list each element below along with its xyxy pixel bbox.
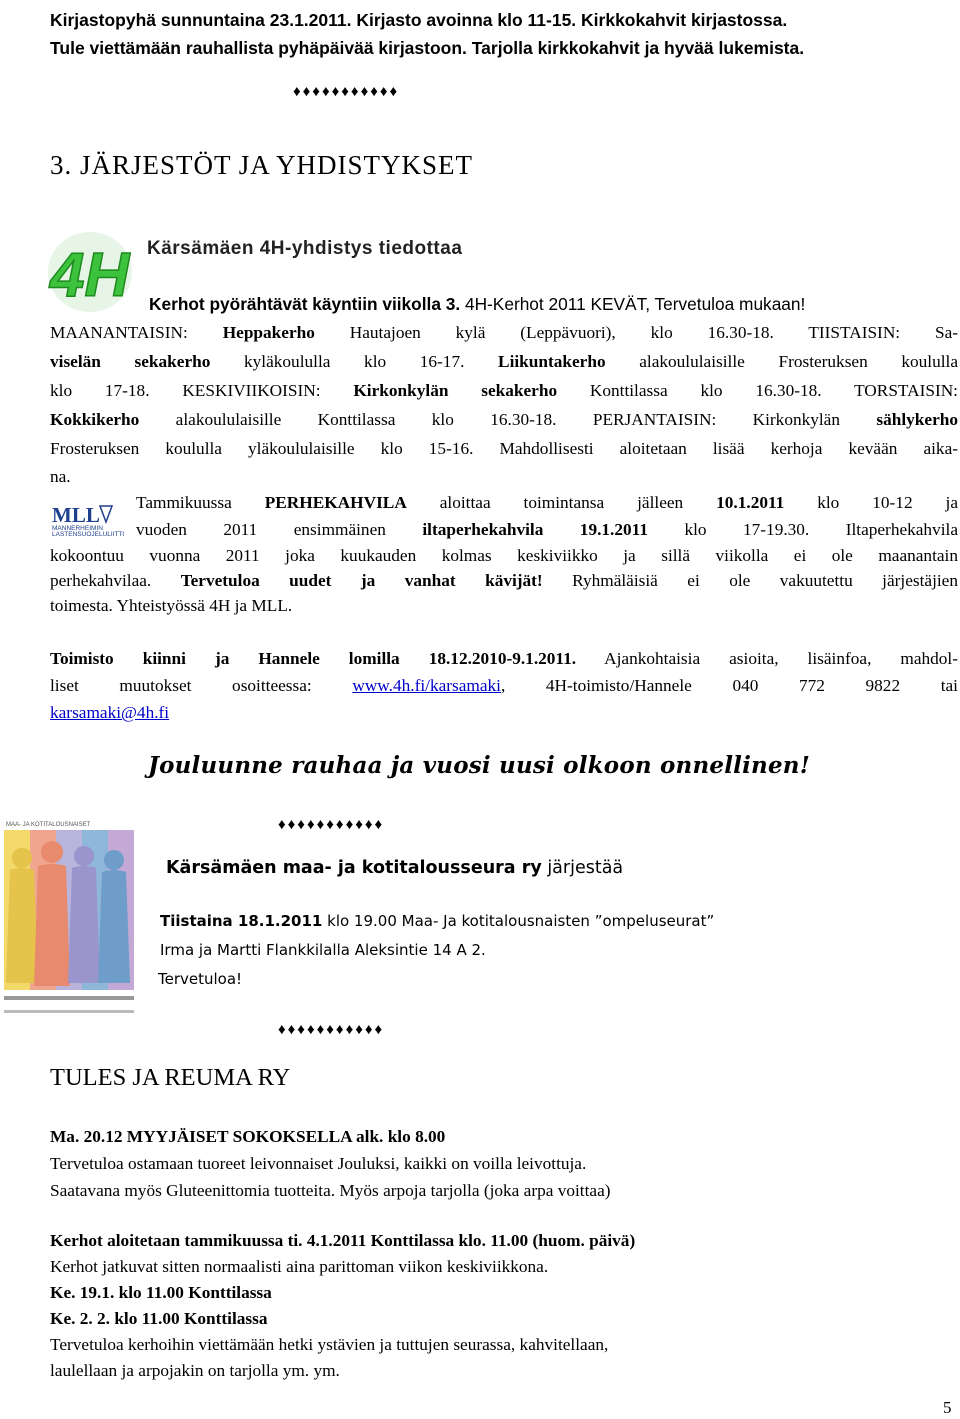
tules-line-2: Tervetuloa ostamaan tuoreet leivonnaiset Jouluksi, kaikki on voilla leivottuja. — [50, 1154, 587, 1173]
text-span: alakoululaisille Konttilassa klo 16.30-18. PERJANTAISIN: Kirkonkylän — [139, 410, 877, 429]
mks-title — [166, 858, 623, 878]
office-line-1 — [50, 649, 958, 669]
tules-line-5: Kerhot jatkuvat sitten normaalisti aina parittoman viikon keskiviikkona. — [50, 1257, 549, 1276]
intro-block — [50, 6, 950, 62]
mll-line-4 — [50, 571, 958, 591]
tules-line-8: Tervetuloa kerhoihin viettämään hetki ystävien ja tuttujen seurassa, kahvitellaan, — [50, 1335, 609, 1354]
text-span: perhekahvilaa. — [50, 571, 181, 590]
tules-line-9: laulellaan ja arpojakin on tarjolla ym. ym. — [50, 1361, 340, 1380]
bold-span: Kirkonkylän sekakerho — [353, 381, 558, 400]
text-span: Hautajoen kylä (Leppävuori), klo 16.30-18. TIISTAISIN: Sa- — [314, 323, 959, 342]
separator-3: ♦♦♦♦♦♦♦♦♦♦♦ — [278, 1022, 385, 1038]
text-span: aloittaa toimintansa jälleen — [406, 493, 717, 512]
christmas-greeting: Jouluunne rauhaa ja vuosi uusi olkoon onnellinen! — [148, 752, 811, 779]
tules-line-7: Ke. 2. 2. klo 11.00 Konttilassa — [50, 1309, 268, 1328]
mks-logo-text: MAA- JA KOTITALOUSNAISET — [6, 822, 91, 828]
tules-line-3: Saatavana myös Gluteenittomia tuotteita. Myös arpoja tarjolla (joka arpa voittaa) — [50, 1181, 611, 1200]
text-span: kyläkoululla klo 16-17. — [210, 352, 499, 371]
text-span: MAANANTAISIN: — [50, 323, 223, 342]
4h-line-1-rest: 4H-Kerhot 2011 KEVÄT, Tervetuloa mukaan! — [460, 294, 806, 314]
text-span: järjestää — [541, 858, 624, 878]
office-line-2 — [50, 676, 958, 696]
section-heading: 3. JÄRJESTÖT JA YHDISTYKSET — [50, 150, 474, 180]
bold-span: Heppakerho — [222, 323, 315, 342]
text-span: klo 19.00 Maa- Ja kotitalousnaisten ”ompeluseurat” — [322, 912, 715, 930]
bold-span: sählykerho — [876, 410, 958, 429]
tules-line-1: Ma. 20.12 MYYJÄISET SOKOKSELLA alk. klo 8.00 — [50, 1127, 446, 1146]
text-span: klo 17-19.30. Iltaperhekahvila — [647, 520, 958, 539]
text-span: Konttilassa klo 16.30-18. TORSTAISIN: — [557, 381, 958, 400]
bold-span: Liikuntakerho — [498, 352, 606, 371]
office-line-3 — [50, 703, 169, 723]
mll-line-3: kokoontuu vuonna 2011 joka kuukauden kolmas keskiviikko ja sillä viikolla ei ole maanantain — [50, 546, 958, 565]
mks-line-2: Irma ja Martti Flankkilalla Aleksintie 14 A 2. — [160, 941, 486, 959]
bold-span: Tervetuloa uudet ja vanhat kävijät! — [180, 571, 543, 590]
text-span: Ryhmäläisiä ei ole vakuutettu järjestäjien — [542, 571, 958, 590]
4h-title: Kärsämäen 4H-yhdistys tiedottaa — [147, 238, 463, 259]
text-span: alakoululaisille Frosteruksen koululla — [605, 352, 959, 371]
tules-line-4: Kerhot aloitetaan tammikuussa ti. 4.1.2011 Konttilassa klo. 11.00 (huom. päivä) — [50, 1231, 636, 1250]
mll-logo-sub1: MANNERHEIMIN — [52, 525, 103, 532]
4h-logo — [44, 226, 136, 316]
bold-span: Tiistaina 18.1.2011 — [160, 912, 323, 930]
4h-line-5 — [50, 410, 958, 430]
text-span: , 4H-toimisto/Hannele 040 772 9822 tai — [500, 676, 958, 695]
mll-logo — [48, 502, 124, 538]
intro-line-1: Kirjastopyhä sunnuntaina 23.1.2011. Kirjasto avoinna klo 11-15. Kirkkokahvit kirjastossa. — [50, 10, 788, 30]
mll-logo-text: MLL — [52, 503, 100, 527]
bold-span: PERHEKAHVILA — [264, 493, 407, 512]
mll-line-5: toimesta. Yhteistyössä 4H ja MLL. — [50, 596, 293, 615]
4h-line-4 — [50, 381, 958, 401]
bold-span: Kokkikerho — [50, 410, 140, 429]
bold-span: viselän sekakerho — [50, 352, 211, 371]
bold-span: Kärsämäen maa- ja kotitalousseura ry — [166, 858, 542, 878]
text-span: klo 10-12 ja — [784, 493, 958, 512]
page-number: 5 — [943, 1398, 952, 1417]
mks-line-1 — [160, 912, 714, 930]
text-span: Tammikuussa — [136, 493, 265, 512]
text-span: klo 17-18. KESKIVIIKOISIN: — [50, 381, 354, 400]
intro-line-2: Tule viettämään rauhallista pyhäpäivää kirjastoon. Tarjolla kirkkokahvit ja hyvää lukemista. — [50, 38, 805, 58]
separator-2: ♦♦♦♦♦♦♦♦♦♦♦ — [278, 817, 385, 833]
bold-span: Toimisto kiinni ja Hannele lomilla 18.12.2010-9.1.2011. — [50, 649, 577, 668]
4h-line-7: na. — [50, 467, 71, 486]
4h-line-3 — [50, 352, 958, 372]
4h-logo-text: 4H — [50, 241, 130, 310]
text-span: vuoden 2011 ensimmäinen — [136, 520, 423, 539]
mks-logo — [4, 818, 134, 1024]
mll-line-2 — [136, 520, 958, 540]
mks-line-3: Tervetuloa! — [158, 970, 243, 988]
4h-line-2 — [50, 323, 958, 343]
mll-line-1 — [136, 493, 958, 513]
email-link[interactable]: karsamaki@4h.fi — [50, 703, 170, 722]
tules-line-6: Ke. 19.1. klo 11.00 Konttilassa — [50, 1283, 272, 1302]
tules-title: TULES JA REUMA RY — [50, 1064, 291, 1091]
bold-span: 10.1.2011 — [716, 493, 785, 512]
bold-span: iltaperhekahvila 19.1.2011 — [422, 520, 648, 539]
mll-logo-sub2: LASTENSUOJELULIITTO — [52, 531, 124, 538]
4h-line-1 — [149, 294, 949, 315]
4h-line-6: Frosteruksen koululla yläkoululaisille klo 15-16. Mahdollisesti aloitetaan lisää kerhoja kevään aika- — [50, 439, 958, 458]
website-link[interactable]: www.4h.fi/karsamaki — [352, 676, 501, 695]
4h-line-1-bold: Kerhot pyörähtävät käyntiin viikolla 3. — [149, 294, 461, 314]
separator-1: ♦♦♦♦♦♦♦♦♦♦♦ — [293, 84, 400, 100]
text-span: liset muutokset osoitteessa: — [50, 676, 353, 695]
text-span: Ajankohtaisia asioita, lisäinfoa, mahdol- — [576, 649, 958, 668]
